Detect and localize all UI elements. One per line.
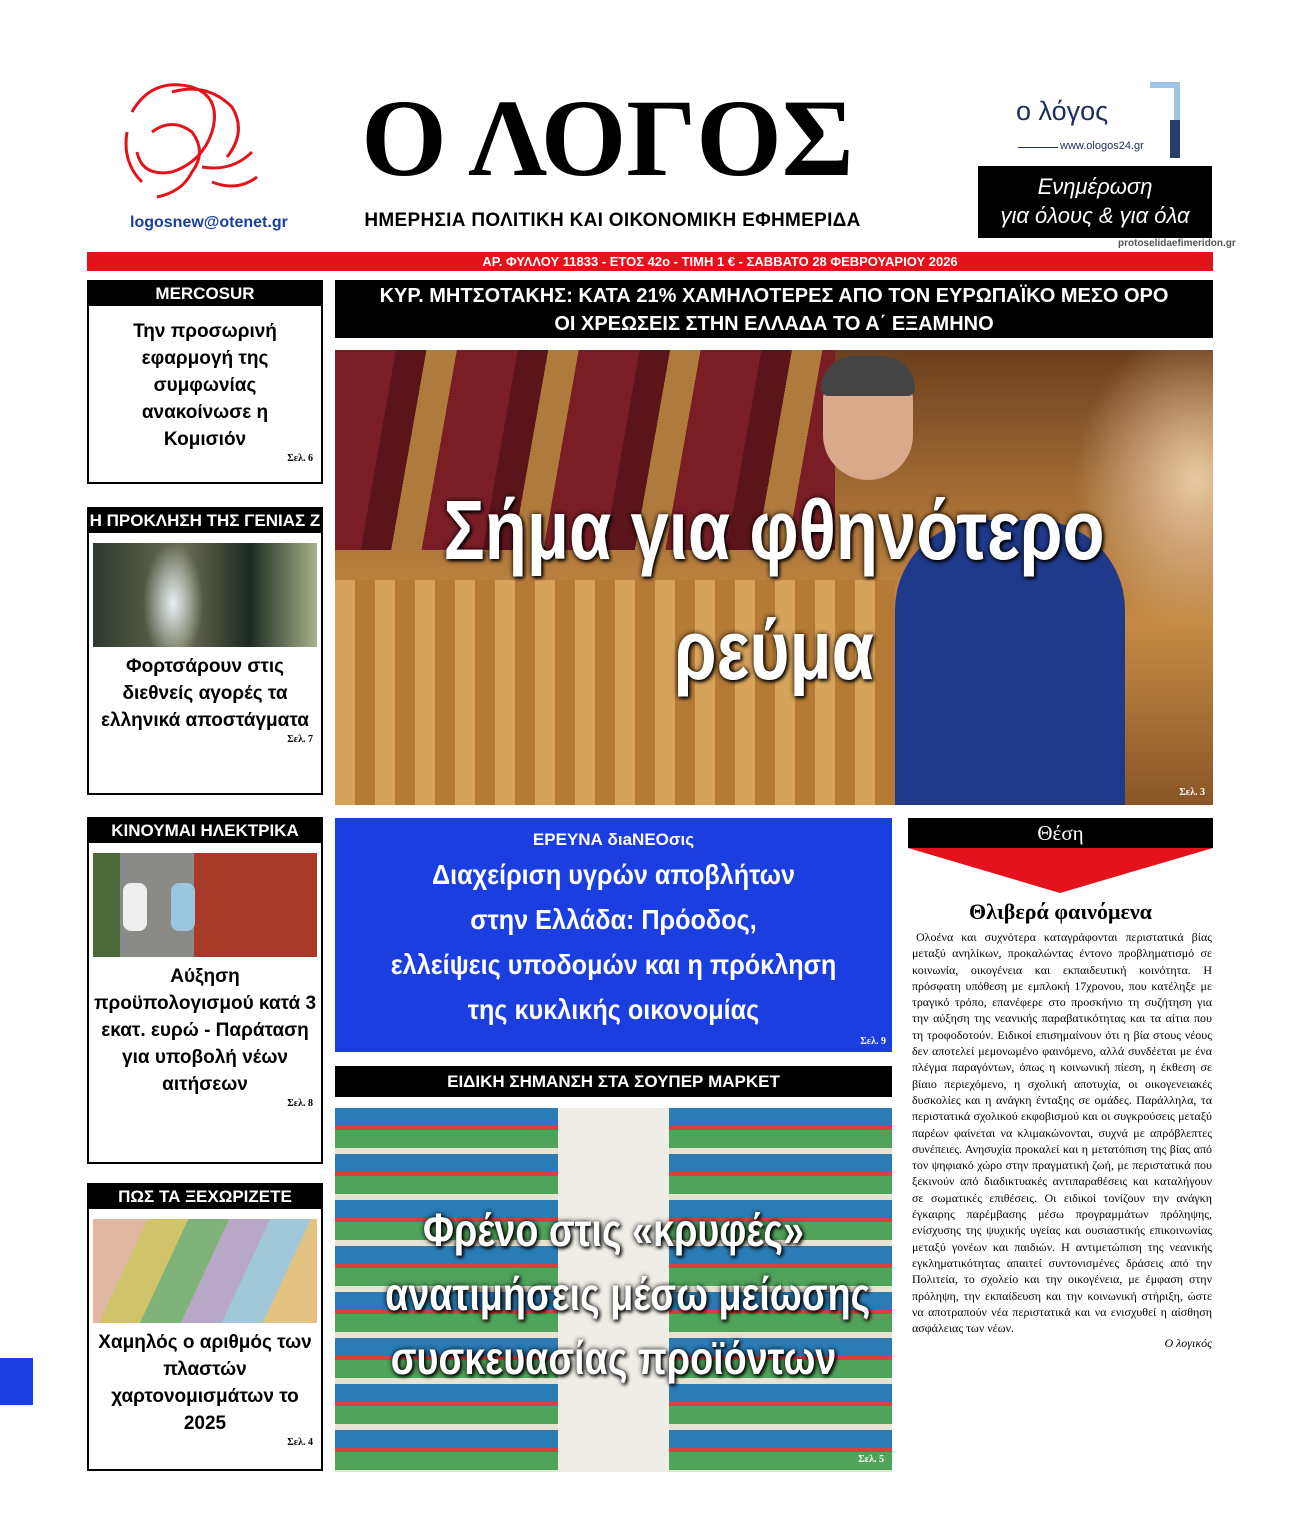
- page-ref: Σελ. 6: [287, 453, 313, 464]
- sidebar-section: MERCOSUR: [89, 282, 321, 306]
- sidebar-story[interactable]: [87, 1183, 323, 1471]
- issue-info-bar: ΑΡ. ΦΥΛΛΟΥ 11833 - ΕΤΟΣ 42ο - ΤΙΜΗ 1 € - ΣΑΒΒΑΤΟ 28 ΦΕΒΡΟΥΑΡΙΟΥ 2026: [87, 252, 1213, 271]
- masthead: Ο ΛΟΓΟΣ: [361, 77, 854, 199]
- editorial-body: Ολοένα και συχνότερα καταγράφονται περιστατικά βίας μεταξύ ανηλίκων, προκαλώντας έντονο προβληματισμό σε κοινωνία, οικογένεια και εκπαιδευτική κοινότητα. Η πρόσφατη υπόθεση με εμπλοκή 17χρονου, που κατέληξε με τραγικό τρόπο, επανέφερε στο προσκήνιο τη συζήτηση για την αύξηση της νεανικής παραβατικότητας και τα αίτια που τη τροφοδοτούν. Ειδικοί επισημαίνουν ότι η βία στους νέους δεν αποτελεί μεμονωμένο φαινόμενο, αλλά συνδέεται με ένα πλέγμα παραγόντων, όπως η κοινωνική πίεση, η έκθεση σε βίαιο περιεχόμενο, η σχολική αποτυχία, οι οικογενειακές δυσκολίες και η ανάγκη ένταξης σε ομάδες. Παράλληλα, τα περιστατικά σχολικού εκφοβισμού και οι συγκρούσεις μεταξύ παρέων φαίνεται να κλιμακώνονται, συχνά με απρόβλεπτες συνέπειες. Ανησυχία προκαλεί και η μετατόπιση της βίας από τον ψηφιακό χώρο στην πραγματική ζωή, με περιστατικά που ξεκινούν από διαδικτυακές αντιπαραθέσεις και καταλήγουν σε σωματικές επιθέσεις. Οι ειδικοί τονίζουν την ανάγκη έγκαιρης παρέμβασης μέσω προγραμμάτων πρόληψης, ενίσχυσης της ψυχικής υγείας και ουσιαστικής επικοινωνίας μεταξύ γονέων και παιδιών. Η αντιμετώπιση της νεανικής εγκληματικότητας απαιτεί συντονισμένες δράσεις από την Πολιτεία, το σχολείο και την οικογένεια, με έμφαση στην πρόληψη, την εκπαίδευση και την κοινωνική στήριξη, ώστε να αποτραπούν νέα περιστατικά και να ενισχυθεί η αίσθηση ασφάλειας των νέων.: [912, 930, 1212, 1336]
- editorial-column: [912, 929, 1212, 1351]
- supermarket-section-bar: ΕΙΔΙΚΗ ΣΗΜΑΝΣΗ ΣΤΑ ΣΟΥΠΕΡ ΜΑΡΚΕΤ: [335, 1066, 892, 1097]
- page-ref: Σελ. 5: [858, 1454, 884, 1465]
- lead-headline-line-1: Σήμα για φθηνότερο: [443, 483, 1105, 577]
- editorial-title: Θλιβερά φαινόμενα: [969, 899, 1152, 924]
- sidebar-story-text: Αύξηση προϋπολογισμού κατά 3 εκατ. ευρώ - Παράταση για υποβολή νέων αιτήσεων: [93, 966, 317, 1095]
- editorial-label: Θέση: [908, 818, 1213, 848]
- sidebar-story[interactable]: [87, 507, 323, 795]
- sidebar-story[interactable]: [87, 817, 323, 1164]
- headline-line: Φρένο στις «κρυφές»: [423, 1204, 804, 1256]
- contact-email[interactable]: logosnew@otenet.gr: [130, 214, 288, 231]
- headline-line: ανατιμήσεις μέσω μείωσης: [385, 1268, 871, 1320]
- sidebar-story-text: Την προσωρινή εφαρμογή της συμφωνίας ανακοίνωσε η Κομισιόν: [133, 321, 277, 450]
- sidebar-section: ΠΩΣ ΤΑ ΞΕΧΩΡΙΖΕΤΕ: [89, 1185, 321, 1209]
- headline-line: στην Ελλάδα: Πρόοδος,: [470, 904, 757, 935]
- top-headline-line-2: ΟΙ ΧΡΕΩΣΕΙΣ ΣΤΗΝ ΕΛΛΑΔΑ ΤΟ Α΄ ΕΞΑΜΗΝΟ: [554, 313, 994, 335]
- page-ref: Σελ. 3: [1179, 787, 1205, 798]
- logo-24-mark-stem: [1170, 120, 1180, 158]
- logo-rule: [1018, 147, 1058, 148]
- supermarket-photo[interactable]: [335, 1108, 892, 1472]
- headline-line: συσκευασίας προϊόντων: [390, 1332, 837, 1384]
- sidebar-story[interactable]: [87, 280, 323, 484]
- research-kicker: ΕΡΕΥΝΑ διaΝΕΟσις: [532, 830, 695, 849]
- page-ref: Σελ. 8: [287, 1098, 313, 1109]
- lead-story-photo[interactable]: [335, 350, 1213, 805]
- electric-cars-photo: [93, 853, 317, 957]
- slogan-box: [978, 166, 1212, 238]
- banknotes-photo: [93, 1219, 317, 1323]
- page-ref: Σελ. 4: [287, 1437, 313, 1448]
- side-blue-tab: [0, 1358, 33, 1405]
- sidebar-section: ΚΙΝΟΥΜΑΙ ΗΛΕΚΤΡΙΚΑ: [89, 819, 321, 843]
- watermark: protoselidaefimeridon.gr: [1118, 238, 1236, 249]
- ologos24-logo[interactable]: [1010, 80, 1210, 160]
- page-ref: Σελ. 9: [860, 1036, 886, 1047]
- editorial-red-triangle: [908, 848, 1213, 893]
- spirits-bottle-photo: [93, 543, 317, 647]
- headline-line: Διαχείριση υγρών αποβλήτων: [431, 859, 795, 890]
- research-headline: [363, 852, 864, 1032]
- headline-line: ελλείψεις υποδομών και η πρόκληση: [390, 949, 837, 980]
- top-headline[interactable]: [335, 280, 1213, 338]
- slogan-line-1: Ενημέρωση: [1037, 174, 1153, 199]
- top-headline-line-1: ΚΥΡ. ΜΗΤΣΟΤΑΚΗΣ: ΚΑΤΑ 21% ΧΑΜΗΛΟΤΕΡΕΣ ΑΠΟ ΤΟΝ ΕΥΡΩΠΑΪΚΟ ΜΕΣΟ ΟΡΟ: [379, 285, 1169, 307]
- masthead-subtitle: ΗΜΕΡΗΣΙΑ ΠΟΛΙΤΙΚΗ ΚΑΙ ΟΙΚΟΝΟΜΙΚΗ ΕΦΗΜΕΡΙΔΑ: [364, 210, 861, 231]
- lead-headline-line-2: ρεύμα: [674, 603, 874, 697]
- site-url: www.ologos24.gr: [1060, 140, 1144, 152]
- newspaper-emblem: [112, 72, 262, 207]
- supermarket-headline: [385, 1198, 871, 1390]
- page-ref: Σελ. 7: [287, 734, 313, 745]
- sidebar-story-text: Χαμηλός ο αριθμός των πλαστών χαρτονομισμάτων το 2025: [98, 1332, 312, 1434]
- ologos24-logo-name: ο λόγος: [1016, 96, 1109, 126]
- slogan-line-2: για όλους & για όλα: [1000, 203, 1190, 228]
- editorial-signature: Ο λογικός: [1164, 1336, 1212, 1351]
- speaker-hair: [821, 356, 915, 396]
- sidebar-story-text: Φορτσάρουν στις διεθνείς αγορές τα ελληνικά αποστάγματα: [101, 656, 309, 731]
- lead-headline: [414, 470, 1134, 710]
- sidebar-section: Η ΠΡΟΚΛΗΣΗ ΤΗΣ ΓΕΝΙΑΣ Ζ: [89, 509, 321, 533]
- headline-line: της κυκλικής οικονομίας: [467, 994, 760, 1025]
- research-story[interactable]: [335, 818, 892, 1052]
